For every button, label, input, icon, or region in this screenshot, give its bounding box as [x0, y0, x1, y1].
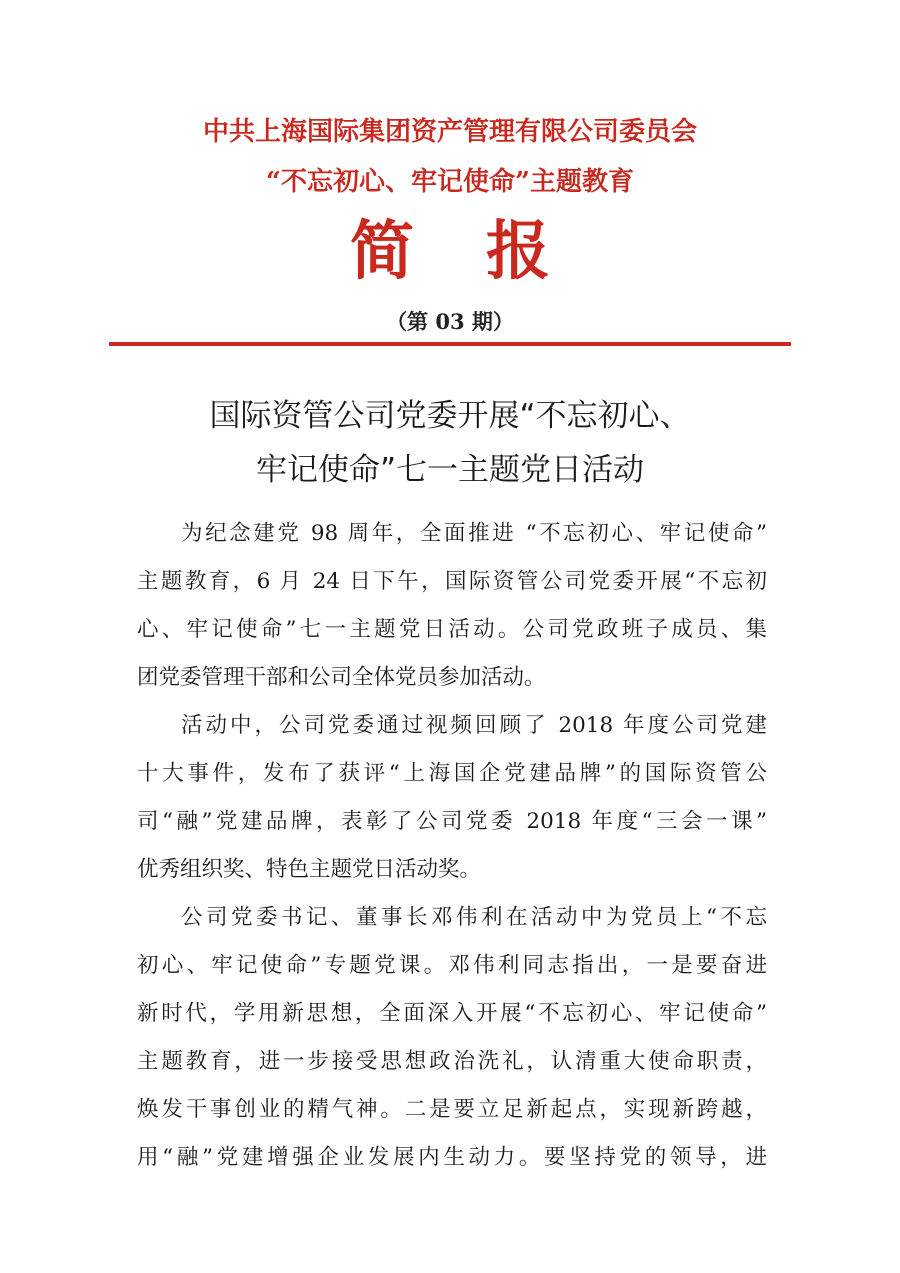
article-body: [137, 510, 767, 1182]
paragraph-line: 初心、牢记使命”专题党课。邓伟利同志指出，一是要奋进: [137, 953, 767, 978]
paragraph-line: 团党委管理干部和公司全体党员参加活动。: [137, 665, 546, 690]
article-title-line-2: 牢记使命”七一主题党日活动: [255, 452, 645, 488]
article-paragraph: [137, 702, 767, 894]
bulletin-title: 简报: [350, 214, 622, 289]
paragraph-line: 主题教育，6 月 24 日下午，国际资管公司党委开展“不忘初: [137, 569, 767, 594]
paragraph-line: 焕发干事创业的精气神。二是要立足新起点，实现新跨越，: [137, 1097, 767, 1122]
organization-name: 中共上海国际集团资产管理有限公司委员会: [202, 117, 697, 147]
campaign-name: “不忘初心、牢记使命”主题教育: [266, 167, 634, 197]
article-paragraph: [137, 510, 767, 702]
article-paragraph: [137, 894, 767, 1182]
paragraph-line: 主题教育，进一步接受思想政治洗礼，认清重大使命职责，: [137, 1049, 767, 1074]
paragraph-line: 新时代，学用新思想，全面深入开展“不忘初心、牢记使命”: [137, 1001, 767, 1026]
paragraph-line: 心、牢记使命”七一主题党日活动。公司党政班子成员、集: [137, 617, 767, 642]
article-title-line-1: 国际资管公司党委开展“不忘初心、: [209, 398, 691, 434]
paragraph-line: 十大事件，发布了获评“上海国企党建品牌”的国际资管公: [137, 761, 767, 786]
masthead-divider: [109, 342, 791, 346]
paragraph-line: 用“融”党建增强企业发展内生动力。要坚持党的领导，进: [137, 1145, 767, 1170]
paragraph-line: 司“融”党建品牌，表彰了公司党委 2018 年度“三会一课”: [137, 809, 767, 834]
paragraph-line: 为纪念建党 98 周年，全面推进 “不忘初心、牢记使命”: [181, 521, 767, 546]
paragraph-line: 活动中，公司党委通过视频回顾了 2018 年度公司党建: [181, 713, 767, 738]
paragraph-line: 公司党委书记、董事长邓伟利在活动中为党员上“不忘: [181, 905, 767, 930]
paragraph-line: 优秀组织奖、特色主题党日活动奖。: [137, 857, 482, 882]
issue-number: （第 03 期）: [386, 309, 514, 334]
